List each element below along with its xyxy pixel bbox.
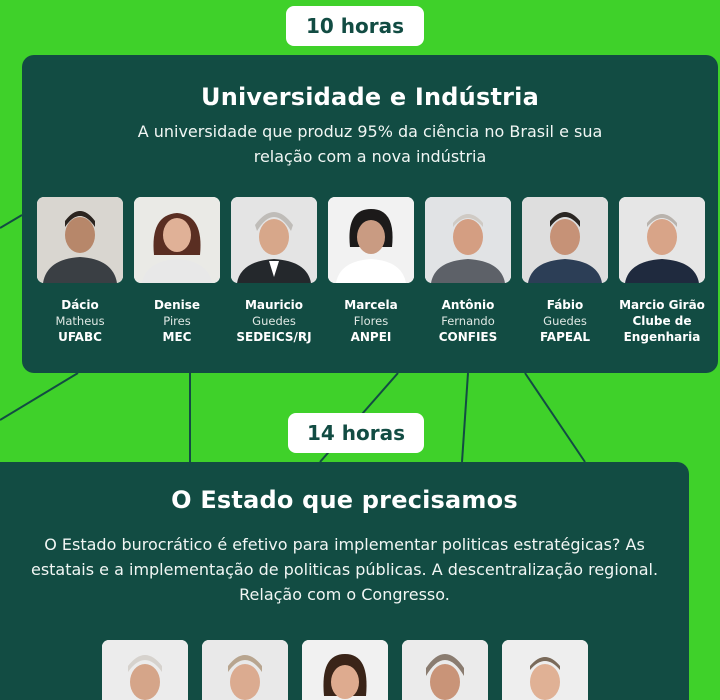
session-panel-estado [0,462,689,700]
speaker-organization: UFABC [58,330,102,344]
speaker-row [0,640,689,700]
speaker-last-name: Matheus [55,314,105,328]
speaker-photo [202,640,288,700]
time-badge-10h: 10 horas [286,6,424,46]
speaker-card [502,640,588,700]
time-badge-14h: 14 horas [288,413,424,453]
speaker-last-name: Pires [163,314,191,328]
speaker-photo [302,640,388,700]
speaker-card [425,197,511,345]
speaker-organization: SEDEICS/RJ [236,330,312,344]
speaker-organization: CONFIES [438,330,498,344]
speaker-photo [619,197,705,283]
speaker-photo [328,197,414,283]
connector-line [0,215,22,228]
speaker-photo [102,640,188,700]
speaker-first-name: Marcio Girão [619,298,705,312]
connector-line [462,373,468,462]
speaker-first-name: Marcela [344,298,398,312]
session-description: A universidade que produz 95% da ciência no Brasil e sua relação com a nova indústria [137,122,603,166]
session-title: O Estado que precisamos [171,486,518,514]
speaker-photo [231,197,317,283]
connector-line [0,373,78,420]
speaker-last-name: Guedes [543,314,587,328]
speaker-organization: Clube de Engenharia [623,314,701,344]
speaker-first-name: Antônio [441,298,495,312]
speaker-photo [37,197,123,283]
speaker-photo [502,640,588,700]
speaker-photo [402,640,488,700]
speaker-card [402,640,488,700]
speaker-photo [134,197,220,283]
speaker-organization: ANPEI [350,330,392,344]
speaker-card [134,197,220,345]
session-panel-universidade [22,55,718,373]
speaker-card [522,197,608,345]
speaker-photo [425,197,511,283]
session-title: Universidade e Indústria [201,83,539,111]
speaker-organization: MEC [162,330,192,344]
speaker-card [328,197,414,345]
speaker-first-name: Dácio [61,298,99,312]
speaker-photo [522,197,608,283]
speaker-card [302,640,388,700]
speaker-card [37,197,123,345]
speaker-card [102,640,188,700]
speaker-first-name: Fábio [546,298,584,312]
speaker-row [22,197,718,345]
speaker-last-name: Guedes [252,314,296,328]
speaker-organization: FAPEAL [539,330,591,344]
session-description: O Estado burocrático é efetivo para implementar politicas estratégicas? As estatais e a implementação de politicas públicas. A descentralização regional. Relação com o Congresso. [30,535,659,604]
speaker-card [202,640,288,700]
connector-line [525,373,585,462]
speaker-first-name: Mauricio [244,298,304,312]
speaker-first-name: Denise [153,298,201,312]
speaker-card [231,197,317,345]
speaker-last-name: Fernando [441,314,495,328]
speaker-card [619,197,705,345]
speaker-last-name: Flores [353,314,389,328]
